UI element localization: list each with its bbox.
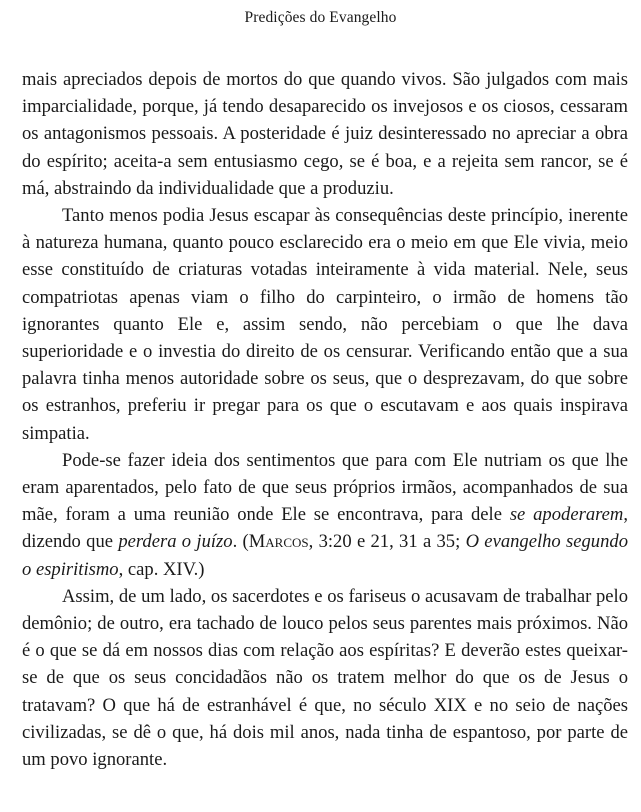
paragraph-3-text-5: , cap. XIV.) bbox=[118, 558, 205, 580]
paragraph-1: mais apreciados depois de mortos do que quando vivos. São julgados com mais imparcialidade, porque, já tendo desaparecido os invejosos e os ciosos, cessaram os antagonismos pessoais. A posteridade é juiz desinteressado no apreciar a obra do espírito; aceita-a sem entusiasmo cego, se é boa, e a rejeita sem rancor, se é má, abstraindo da individualidade que a produziu. bbox=[22, 69, 628, 199]
italic-phrase-se-apoderarem: se apoderarem bbox=[509, 504, 624, 526]
paragraph-3-text-1: Pode-se fazer ideia dos sentimentos que para com Ele nutriam os que lhe eram aparentados, pelo fato de que seus próprios irmãos, acompanhados de sua mãe, foram a uma reunião onde Ele se encontrava, para dele bbox=[22, 449, 628, 526]
scripture-book-marcos: Marcos bbox=[248, 531, 309, 553]
paragraph-2: Tanto menos podia Jesus escapar às consequências deste princípio, inerente à natureza humana, quanto pouco esclarecido era o meio em que Ele vivia, meio esse constituído de criaturas votadas inteiramente à vida material. Nele, seus compatriotas apenas viam o filho do carpinteiro, o irmão de homens tão ignorantes quanto Ele e, assim sendo, não percebiam o que lhe dava superioridade e o investia do direito de os censurar. Verificando então que a sua palavra tinha menos autoridade sobre os seus, que o desprezavam, do que sobre os estranhos, preferiu ir pregar para os que o escutavam e aos quais inspirava simpatia. bbox=[22, 205, 628, 444]
body-text bbox=[22, 66, 628, 773]
italic-phrase-perdera-o-juizo: perdera o juízo bbox=[118, 531, 233, 553]
running-head: Predições do Evangelho bbox=[244, 9, 397, 26]
paragraph-3-text-4: , 3:20 e 21, 31 a 35; bbox=[308, 531, 466, 553]
book-title-evangelho: O evangelho segundo o espiritismo bbox=[22, 531, 628, 580]
paragraph-4: Assim, de um lado, os sacerdotes e os fariseus o acusavam de trabalhar pelo demônio; de outro, era tachado de louco pelos seus parentes mais próximos. Não é o que se dá em nossos dias com relação aos espíritas? E deverão estes queixar-se de que os seus concidadãos não os tratem melhor do que os de Jesus o tratavam? O que há de estranhável é que, no século XIX e no seio de nações civilizadas, se dê o que, há dois mil anos, nada tinha de espantoso, por parte de um povo ignorante. bbox=[22, 585, 628, 771]
paragraph-3 bbox=[22, 447, 628, 583]
paragraph-3-text-3: . ( bbox=[232, 531, 249, 553]
paragraph-3-text-2: , dizendo que bbox=[22, 504, 628, 553]
